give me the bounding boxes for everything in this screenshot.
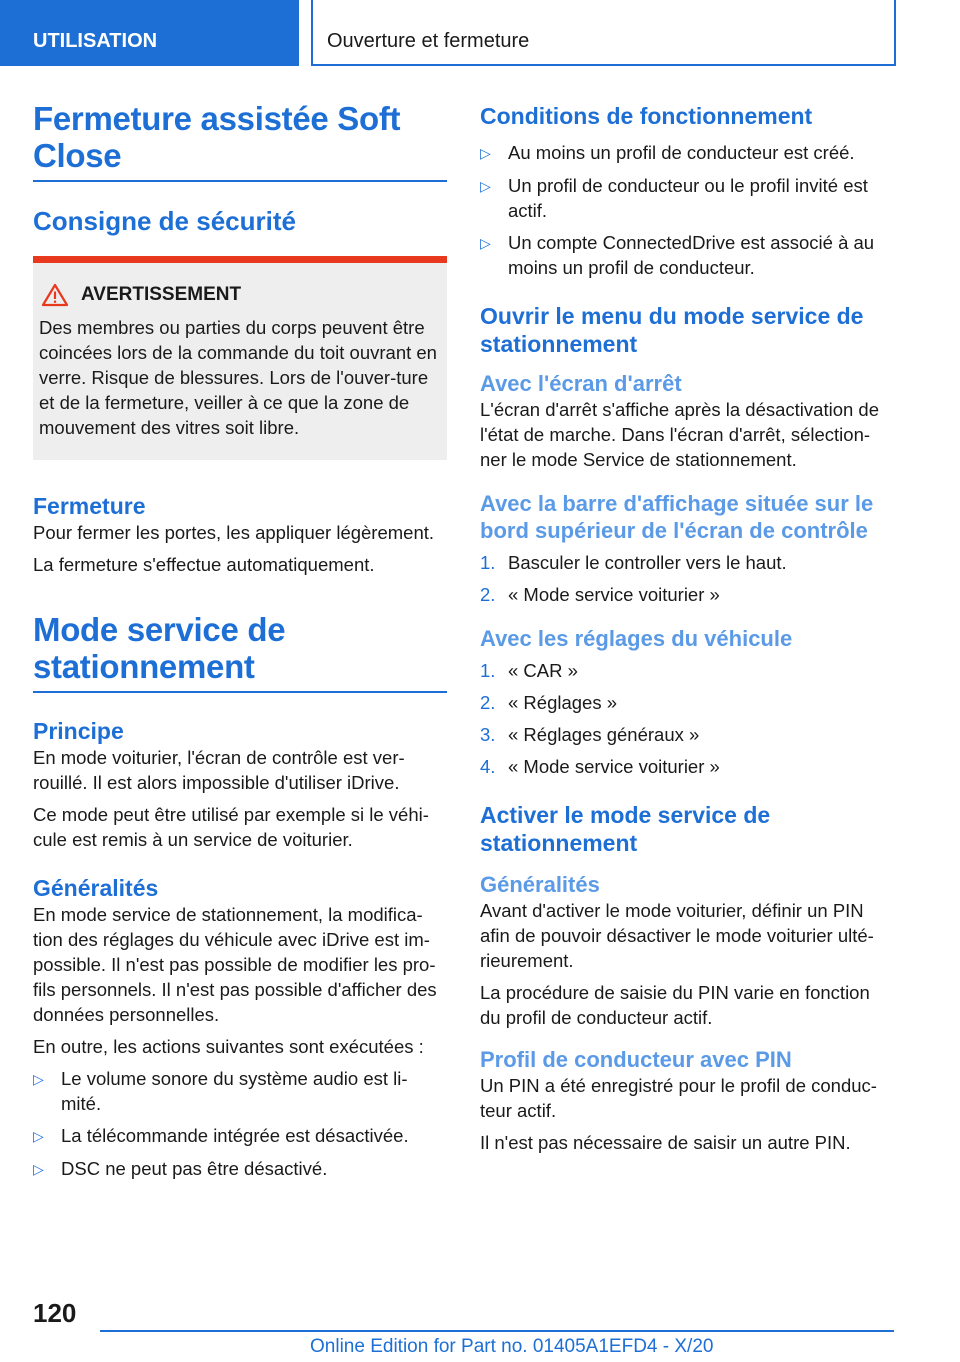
list-item: 2. « Réglages » xyxy=(480,692,618,713)
left-column xyxy=(33,100,447,1189)
pin-paragraph-1: Un PIN a été enregistré pour le profil de conduc-teur actif. xyxy=(480,1075,877,1121)
warning-triangle-icon xyxy=(41,283,69,307)
page-header xyxy=(0,0,960,66)
generalites-2-paragraph-2: La procédure de saisie du PIN varie en fonction du profil de conducteur actif. xyxy=(480,982,870,1028)
mode-service-heading: Mode service de stationnement xyxy=(33,611,447,693)
barre-steps xyxy=(480,550,894,607)
list-item: ▷ Un compte ConnectedDrive est associé à au moins un profil de conducteur. xyxy=(480,232,875,278)
triangle-bullet-icon: ▷ xyxy=(33,1128,44,1144)
edition-link[interactable]: Online Edition for Part no. 01405A1EFD4 - X/20 xyxy=(310,1336,714,1357)
triangle-bullet-icon: ▷ xyxy=(480,178,491,194)
arret-heading: Avec l'écran d'arrêt xyxy=(480,371,682,396)
list-item: ▷ La télécommande intégrée est désactivée. xyxy=(33,1123,447,1149)
soft-close-heading: Fermeture assistée Soft Close xyxy=(33,100,447,182)
actions-list xyxy=(33,1066,447,1182)
warning-box xyxy=(33,256,447,460)
fermeture-heading: Fermeture xyxy=(33,493,146,519)
reglages-heading: Avec les réglages du véhicule xyxy=(480,626,793,651)
pin-paragraph-2: Il n'est pas nécessaire de saisir un autre PIN. xyxy=(480,1132,851,1153)
list-item: ▷ DSC ne peut pas être désactivé. xyxy=(33,1156,447,1182)
pin-heading: Profil de conducteur avec PIN xyxy=(480,1047,792,1072)
chapter-title: Ouverture et fermeture xyxy=(311,0,896,66)
conditions-heading: Conditions de fonctionnement xyxy=(480,103,813,129)
list-item: 2. « Mode service voiturier » xyxy=(480,584,720,605)
fermeture-paragraph-2: La fermeture s'effectue automatiquement. xyxy=(33,554,375,575)
principe-paragraph-1: En mode voiturier, l'écran de contrôle est ver-rouillé. Il est alors impossible d'utiliser iDrive. xyxy=(33,747,405,793)
safety-heading: Consigne de sécurité xyxy=(33,206,296,236)
list-item: 1. Basculer le controller vers le haut. xyxy=(480,552,787,573)
triangle-bullet-icon: ▷ xyxy=(480,145,491,161)
warning-label: AVERTISSEMENT xyxy=(81,284,242,305)
list-item: 3. « Réglages généraux » xyxy=(480,724,700,745)
generalites-paragraph-1: En mode service de stationnement, la modifica-tion des réglages du véhicule avec iDrive est im-possible. Il n'est pas possible de modifier les pro-fils personnels. Il n'est pas possible d'afficher des données personnelles. xyxy=(33,904,437,1025)
generalites-2-heading: Généralités xyxy=(480,872,600,897)
principe-paragraph-2: Ce mode peut être utilisé par exemple si le véhi-cule est remis à un service de voiturier. xyxy=(33,804,429,850)
fermeture-paragraph-1: Pour fermer les portes, les appliquer légèrement. xyxy=(33,522,435,543)
list-item: ▷ Le volume sonore du système audio est li-mité. xyxy=(33,1068,408,1114)
principe-heading: Principe xyxy=(33,718,124,744)
activer-heading: Activer le mode service de stationnement xyxy=(480,802,771,856)
ouvrir-heading: Ouvrir le menu du mode service de stationnement xyxy=(480,303,864,357)
triangle-bullet-icon: ▷ xyxy=(480,235,491,251)
list-item: 4. « Mode service voiturier » xyxy=(480,756,720,777)
list-item: ▷ Au moins un profil de conducteur est créé. xyxy=(480,140,894,166)
reglages-steps xyxy=(480,658,894,779)
generalites-heading: Généralités xyxy=(33,875,159,901)
footer-divider xyxy=(100,1330,894,1332)
arret-paragraph: L'écran d'arrêt s'affiche après la désactivation de l'état de marche. Dans l'écran d'arrêt, sélection-ner le mode Service de stationnement. xyxy=(480,399,879,470)
warning-title xyxy=(39,283,441,307)
barre-heading: Avec la barre d'affichage située sur le bord supérieur de l'écran de contrôle xyxy=(480,491,874,543)
generalites-2-paragraph-1: Avant d'activer le mode voiturier, définir un PIN afin de pouvoir désactiver le mode voiturier ulté-rieurement. xyxy=(480,900,874,971)
warning-text: Des membres ou parties du corps peuvent être coincées lors de la commande du toit ouvrant en verre. Risque de blessures. Lors de l'ouver-ture et de la fermeture, veiller à ce que la zone de mouvement des vitres soit libre. xyxy=(39,317,437,438)
right-column xyxy=(480,100,894,1162)
conditions-list xyxy=(480,140,894,280)
page-number: 120 xyxy=(33,1298,77,1328)
triangle-bullet-icon: ▷ xyxy=(33,1071,44,1087)
triangle-bullet-icon: ▷ xyxy=(33,1161,44,1177)
generalites-paragraph-2: En outre, les actions suivantes sont exécutées : xyxy=(33,1036,424,1057)
list-item: 1. « CAR » xyxy=(480,660,578,681)
list-item: ▷ Un profil de conducteur ou le profil invité est actif. xyxy=(480,175,868,221)
section-tab: UTILISATION xyxy=(0,0,299,66)
